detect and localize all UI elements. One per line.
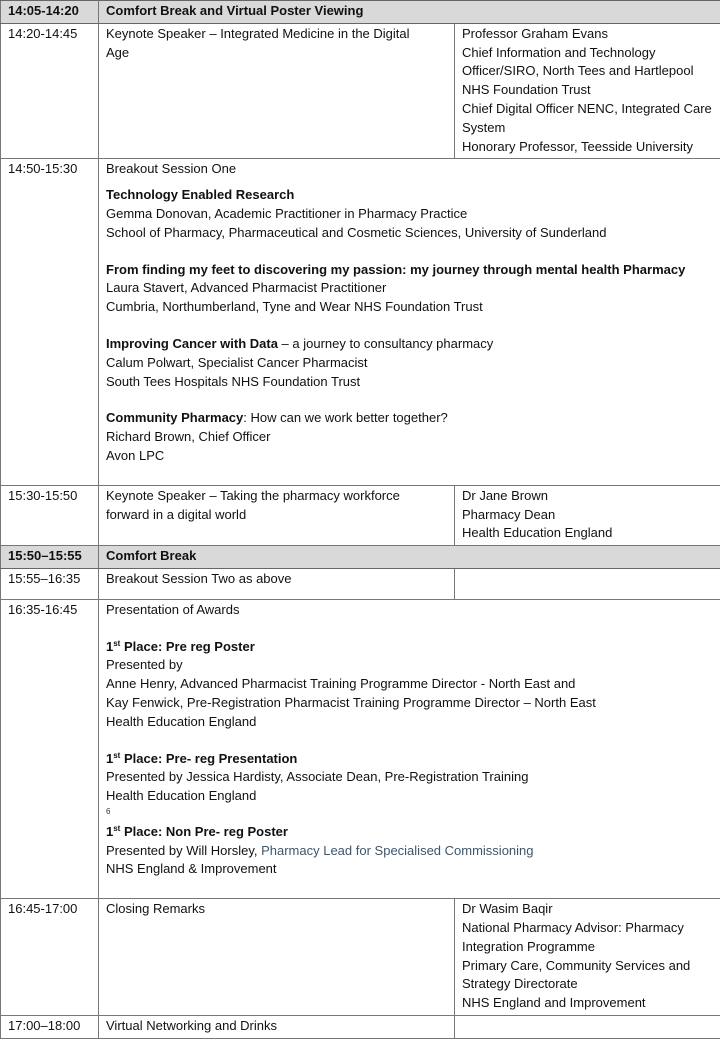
session-title-line: Keynote Speaker – Integrated Medicine in the Digital — [106, 25, 410, 41]
speaker-line: Primary Care, Community Services and — [462, 957, 691, 973]
time-cell: 16:45-17:00 — [1, 899, 99, 1016]
award-rank: 1 — [106, 750, 114, 766]
session-title: Comfort Break — [99, 546, 720, 569]
talk-heading-bold: Improving Cancer with Data — [106, 335, 278, 351]
award-presenter-role: Pharmacy Lead for Specialised Commissioning — [261, 842, 534, 858]
award-rank-suffix: st — [113, 638, 121, 648]
award-line: Presented by Jessica Hardisty, Associate Dean, Pre-Registration Training — [106, 769, 529, 785]
agenda-row-networking — [1, 1016, 720, 1039]
speaker-cell-empty — [455, 568, 720, 599]
session-title-line: Keynote Speaker – Taking the pharmacy workforce — [106, 487, 400, 503]
talk-heading-rest: – a journey to consultancy pharmacy — [277, 335, 494, 351]
award-rank-suffix: st — [113, 750, 121, 760]
award-line: Kay Fenwick, Pre-Registration Pharmacist Training Programme Director – North East — [106, 694, 596, 710]
session-cell — [99, 23, 455, 159]
award-line: Health Education England — [106, 713, 257, 729]
awards-cell — [99, 599, 720, 899]
award-line — [106, 842, 720, 861]
cell-spacer — [106, 879, 720, 896]
award-item — [106, 750, 720, 816]
award-heading — [106, 638, 720, 657]
award-heading — [106, 823, 720, 842]
talk-organisation: School of Pharmacy, Pharmaceutical and Cosmetic Sciences, University of Sunderland — [106, 224, 607, 240]
talk-heading-bold: Community Pharmacy — [106, 410, 244, 426]
speaker-line: Integration Programme — [462, 938, 595, 954]
talk-heading-rest: : How can we work better together? — [243, 410, 448, 426]
breakout-talk — [106, 409, 720, 465]
talk-heading — [106, 335, 720, 354]
breakout-talk — [106, 261, 720, 317]
speaker-line: Chief Information and Technology — [462, 44, 656, 60]
speaker-line: NHS England and Improvement — [462, 995, 646, 1011]
session-title: Comfort Break and Virtual Poster Viewing — [99, 1, 720, 24]
time-cell: 14:05-14:20 — [1, 1, 99, 24]
session-cell — [99, 485, 455, 545]
award-line: Anne Henry, Advanced Pharmacist Training Programme Director - North East and — [106, 676, 576, 692]
award-rank-suffix: st — [113, 823, 121, 833]
award-title: Place: Non Pre- reg Poster — [120, 823, 288, 839]
speaker-line: Professor Graham Evans — [462, 25, 608, 41]
time-cell: 14:20-14:45 — [1, 23, 99, 159]
session-title: Breakout Session One — [106, 161, 237, 177]
page-number: 6 — [106, 806, 111, 816]
time-cell: 15:30-15:50 — [1, 485, 99, 545]
cell-spacer — [106, 589, 449, 597]
award-line: Health Education England — [106, 788, 257, 804]
speaker-cell — [455, 485, 720, 545]
award-line: Presented by — [106, 657, 183, 673]
speaker-line: Dr Jane Brown — [462, 487, 548, 503]
speaker-cell-empty — [455, 1016, 720, 1039]
speaker-line: Health Education England — [462, 525, 613, 541]
speaker-line: Chief Digital Officer NENC, Integrated Care — [462, 100, 712, 116]
talk-speaker: Calum Polwart, Specialist Cancer Pharmacist — [106, 354, 368, 370]
agenda-row-closing — [1, 899, 720, 1016]
session-title-line: Breakout Session Two as above — [106, 570, 292, 586]
speaker-cell — [455, 899, 720, 1016]
talk-organisation: Cumbria, Northumberland, Tyne and Wear NHS Foundation Trust — [106, 299, 483, 315]
award-item — [106, 638, 720, 732]
agenda-row-breakout-one — [1, 159, 720, 485]
talk-heading: Technology Enabled Research — [106, 187, 295, 203]
agenda-row-awards — [1, 599, 720, 899]
speaker-line: NHS Foundation Trust — [462, 82, 591, 98]
session-title — [99, 568, 455, 599]
session-title: Virtual Networking and Drinks — [99, 1016, 455, 1039]
speaker-line: System — [462, 119, 506, 135]
breakout-talk — [106, 335, 720, 391]
agenda-row-keynote-1 — [1, 23, 720, 159]
session-title: Closing Remarks — [99, 899, 455, 1016]
talk-heading: From finding my feet to discovering my passion: my journey through mental health Pharmacy — [106, 261, 686, 277]
time-cell: 16:35-16:45 — [1, 599, 99, 899]
speaker-line: Pharmacy Dean — [462, 506, 556, 522]
speaker-line: Dr Wasim Baqir — [462, 901, 553, 917]
agenda-row-comfort-break-1 — [1, 1, 720, 24]
agenda-row-keynote-2 — [1, 485, 720, 545]
speaker-line: National Pharmacy Advisor: Pharmacy — [462, 920, 684, 936]
speaker-line: Honorary Professor, Teesside University — [462, 138, 693, 154]
session-title-line: Age — [106, 44, 130, 60]
speaker-line: Officer/SIRO, North Tees and Hartlepool — [462, 63, 694, 79]
time-cell: 15:50–15:55 — [1, 546, 99, 569]
award-title: Place: Pre- reg Presentation — [120, 750, 298, 766]
session-title-line: forward in a digital world — [106, 506, 247, 522]
award-rank: 1 — [106, 638, 114, 654]
award-line: NHS England & Improvement — [106, 861, 277, 877]
award-heading — [106, 750, 720, 769]
talk-speaker: Richard Brown, Chief Officer — [106, 429, 271, 445]
time-cell: 15:55–16:35 — [1, 568, 99, 599]
agenda-row-breakout-two — [1, 568, 720, 599]
talk-heading — [106, 409, 720, 428]
agenda-row-comfort-break-2 — [1, 546, 720, 569]
award-rank: 1 — [106, 823, 114, 839]
talk-organisation: South Tees Hospitals NHS Foundation Trust — [106, 373, 361, 389]
award-title: Place: Pre reg Poster — [120, 638, 255, 654]
talk-speaker: Laura Stavert, Advanced Pharmacist Practitioner — [106, 280, 387, 296]
time-cell: 17:00–18:00 — [1, 1016, 99, 1039]
talk-speaker: Gemma Donovan, Academic Practitioner in Pharmacy Practice — [106, 205, 468, 221]
talk-organisation: Avon LPC — [106, 447, 165, 463]
breakout-talk — [106, 186, 720, 242]
award-item — [106, 823, 720, 879]
speaker-line: Strategy Directorate — [462, 976, 578, 992]
award-presenter: Presented by Will Horsley, — [106, 842, 262, 858]
time-cell: 14:50-15:30 — [1, 159, 99, 485]
session-title: Presentation of Awards — [106, 601, 240, 617]
speaker-cell — [455, 23, 720, 159]
breakout-cell — [99, 159, 720, 485]
cell-spacer — [106, 466, 720, 483]
